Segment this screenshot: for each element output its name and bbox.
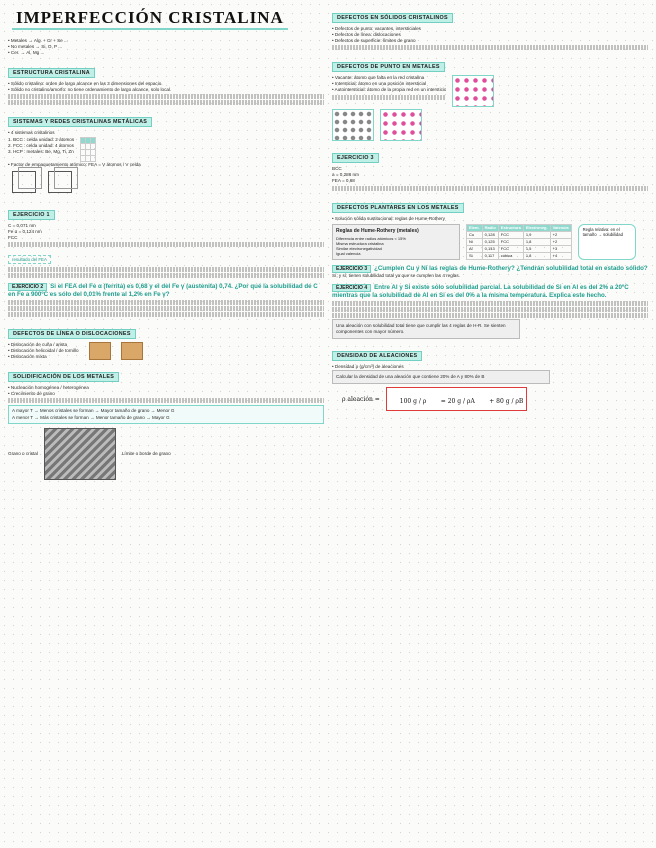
section-ejercicio1 — [8, 203, 324, 278]
density-term: 100 g / ρ — [399, 398, 427, 406]
table-cell: 0,117 — [482, 252, 498, 259]
intro-line: • No metales → Si, O, P ... — [8, 44, 63, 50]
structure-table — [80, 137, 96, 162]
exercise-tag: EJERCICIO 4 — [332, 284, 371, 292]
section-line: 3. HCP : metales: Be, Mg, Ti, Zn — [8, 148, 74, 154]
dislocation-illustration — [89, 342, 111, 360]
exercise-text: Si el FEA del Fe α (ferrita) es 0,68 y el del Fe γ (austenita) 0,74. ¿Por qué la solubilidad de C en Fe a 900ºC es sólo del 0,01% frente al 1,2% en Fe γ? — [8, 282, 318, 298]
fcc-cube-diagram — [48, 171, 72, 193]
table-cell: FCC — [498, 231, 523, 238]
exercise-tag: EJERCICIO 3 — [332, 265, 371, 273]
handwriting-strip — [8, 300, 324, 305]
handwriting-strip — [8, 306, 324, 311]
table-cell: 0,143 — [482, 245, 498, 252]
exercise-statement — [332, 284, 648, 300]
section-heading: DEFECTOS DE LÍNEA O DISLOCACIONES — [8, 329, 136, 339]
exercise-4 — [332, 284, 648, 339]
exercise-data: Fe α = 0,124 nm — [8, 228, 42, 234]
handwriting-strip — [332, 307, 648, 312]
section-line: • Factor de empaquetamiento atómico: FEA = V átomos / V celda — [8, 161, 141, 167]
table-cell: 1,8 — [523, 252, 550, 259]
exercise-data: BCC — [332, 166, 342, 172]
hume-rule: Diferencia entre radios atómicos < 15% — [336, 235, 406, 241]
section-heading: SISTEMAS Y REDES CRISTALINAS METÁLICAS — [8, 117, 152, 127]
hume-rule: Misma estructura cristalina — [336, 240, 384, 246]
section-heading: DEFECTOS PLANTARES EN LOS METALES — [332, 203, 464, 213]
grain-figure-row — [8, 428, 324, 480]
table-cell: FCC — [498, 245, 523, 252]
bcc-cube-diagram — [12, 171, 36, 193]
result-tag: resultado del FEA — [8, 255, 51, 264]
section-line: • Crecimiento de grano — [8, 391, 55, 397]
exercise-text: Entre Al y Si existe sólo solubilidad parcial. La solubilidad de Si en Al es del 2% a 20ºC mientras que la solubilidad de Al en Si es del 0% a la misma temperatura. Explica este hecho. — [332, 283, 629, 299]
solubility-note: Una aleación con solubilidad total tiene que cumplir las 4 reglas de H-R. Se sienten componentes con mayor número. — [332, 319, 520, 339]
exercise-2 — [8, 283, 324, 317]
section-plantares — [332, 196, 648, 260]
point-defect-text-group — [332, 75, 446, 107]
section-densidad — [332, 344, 648, 411]
section-heading: ESTRUCTURA CRISTALINA — [8, 68, 95, 78]
section-heading: SOLIDIFICACIÓN DE LOS METALES — [8, 372, 119, 382]
section-heading: DEFECTOS DE PUNTO EN METALES — [332, 62, 445, 72]
section-line: • 4 sistemas cristalinos — [8, 130, 55, 136]
handwriting-strip — [8, 312, 324, 317]
handwriting-strip — [8, 398, 324, 403]
table-row — [467, 231, 572, 238]
grain-size-box — [8, 405, 324, 423]
section-heading: EJERCICIO 1 — [8, 210, 55, 220]
section-line: • Intersticial: átomo en una posición intersticial — [332, 81, 427, 87]
bcc-row — [8, 137, 324, 162]
section-ejercicio3 — [332, 146, 648, 190]
section-line: • Sólido no cristalino/amorfo: no tiene ordenamiento de largo alcance, solo local. — [8, 87, 172, 93]
exercise-statement — [332, 265, 648, 273]
section-line: 1. BCC : celda unidad: 2 átomos — [8, 136, 75, 142]
section-heading: DENSIDAD DE ALEACIONES — [332, 351, 422, 361]
lattice-diagram — [332, 109, 374, 141]
section-line: • Dislocación de cuña / arista — [8, 341, 68, 347]
handwriting-strip — [332, 186, 648, 191]
handwriting-strip — [8, 100, 324, 105]
section-line: • Dislocación helicoidal / de tornillo — [8, 348, 79, 354]
table-row — [467, 238, 572, 245]
table-cell: 0,128 — [482, 231, 498, 238]
grain-rule: A mayor T → Menos cristales se forman → Mayor tamaño de grano → Menor G — [12, 408, 175, 414]
section-line: • Sólido cristalino: orden de largo alcance en las 3 dimensiones del espacio. — [8, 81, 163, 87]
intro-block — [8, 38, 324, 56]
hume-rule: Similar electronegatividad — [336, 245, 382, 251]
handwriting-strip — [332, 313, 648, 318]
table-cell: 0,125 — [482, 238, 498, 245]
hume-row — [332, 224, 648, 260]
point-defect-row — [332, 75, 648, 107]
exercise-data: FEA = 0,68 — [332, 178, 355, 184]
dislocation-text-group — [8, 342, 79, 360]
section-line: • Defectos de punto: vacantes, intersticiales — [332, 26, 421, 31]
table-cell: +3 — [550, 245, 571, 252]
section-line: • Defectos de superficie: límites de grano — [332, 38, 416, 44]
table-header-cell: Elem. — [467, 224, 483, 231]
section-punto — [332, 55, 648, 141]
hume-callout: Regla relativa: en el tamaño → solubilidad — [578, 224, 636, 260]
section-solidificacion — [8, 365, 324, 479]
handwriting-strip — [8, 273, 324, 278]
table-cell: 1,5 — [523, 245, 550, 252]
table-cell: +2 — [550, 231, 571, 238]
table-cell: +4 — [550, 252, 571, 259]
lattice-row — [332, 109, 648, 141]
dislocation-row — [8, 342, 324, 360]
page-title: IMPERFECCIÓN CRISTALINA — [12, 8, 288, 30]
exercise-answer: Sí, y sí, tienen solubilidad total ya que se cumplen las 4 reglas. — [332, 272, 460, 278]
section-line: • Autointersticial: átomo de la propia red en un intersticio — [332, 87, 447, 93]
section-line: • Dislocación mixta — [8, 354, 47, 360]
exercise-tag: EJERCICIO 2 — [8, 283, 47, 291]
table-header-cell: Estructura — [498, 224, 523, 231]
section-line: • Solución sólida sustitucional: reglas de Hume-Rothery — [332, 215, 445, 221]
exercise-data: FCC — [8, 234, 18, 240]
section-heading: EJERCICIO 3 — [332, 153, 379, 163]
section-line: • Vacante: átomo que falta en la red cristalina — [332, 75, 425, 81]
exercise-statement — [8, 283, 324, 299]
table-cell: 1,9 — [523, 231, 550, 238]
table-cell: cúbica — [498, 252, 523, 259]
table-cell: Al — [467, 245, 483, 252]
grain-micrograph-image — [44, 428, 116, 480]
density-formula-row — [332, 387, 648, 411]
hume-title: Reglas de Hume-Rothery (metales) — [336, 227, 419, 234]
exercise-text: ¿Cumplen Cu y Ni las reglas de Hume-Rothery? ¿Tendrán solubilidad total en estado sólido? — [374, 264, 648, 272]
right-column — [332, 6, 648, 844]
section-line: • Nucleación homogénea / heterogénea — [8, 385, 89, 391]
lattice-diagram — [380, 109, 422, 141]
grain-rule: A menor T → Más cristales se forman → Menor tamaño de grano → Mayor G — [12, 414, 170, 420]
left-column — [8, 6, 324, 844]
section-estructura — [8, 61, 324, 105]
section-line: • Densidad ρ (g/cm³) de aleaciones — [332, 363, 404, 369]
density-example-box: Calcular la densidad de una aleación que contiene 20% de A y 80% de B — [332, 370, 550, 384]
hume-rule: Igual valencia — [336, 250, 361, 256]
unit-cells-row — [8, 171, 324, 198]
handwriting-strip — [332, 95, 446, 100]
table-cell: 1,8 — [523, 238, 550, 245]
table-row — [467, 252, 572, 259]
density-term: + 80 g / ρB — [489, 398, 524, 406]
table-header-cell: Radio — [482, 224, 498, 231]
table-cell: +2 — [550, 238, 571, 245]
hume-rothery-box — [332, 224, 460, 260]
handwriting-strip — [332, 301, 648, 306]
exercise-data: C = 0,071 nm — [8, 222, 36, 228]
table-cell: FCC — [498, 238, 523, 245]
bcc-text-group — [8, 137, 74, 162]
table-cell: Cu — [467, 231, 483, 238]
grain-label: Grano o cristal — [8, 450, 38, 456]
section-dislocaciones — [8, 322, 324, 360]
grain-label: Límite o borde de grano — [121, 450, 171, 456]
table-header-cell: Electroneg. — [523, 224, 550, 231]
table-cell: Ni — [467, 238, 483, 245]
dislocation-illustration — [121, 342, 143, 360]
section-line: • Defectos de línea: dislocaciones — [332, 32, 401, 38]
density-label: ρ aleación = — [342, 395, 380, 403]
table-header-cell: Valencia — [550, 224, 571, 231]
table-cell — [91, 155, 96, 161]
table-row — [467, 245, 572, 252]
handwriting-strip — [8, 267, 324, 272]
handwriting-strip — [332, 45, 648, 50]
section-heading: DEFECTOS EN SÓLIDOS CRISTALINOS — [332, 13, 453, 23]
density-formula-box — [386, 387, 528, 411]
intro-line: • Cer. → Al, Mg ... — [8, 50, 45, 56]
section-defectos — [332, 6, 648, 50]
handwriting-strip — [8, 94, 324, 99]
density-term: = 20 g / ρA — [440, 398, 475, 406]
exercise-data: a = 0,286 nm — [332, 172, 359, 178]
exercise-3 — [332, 265, 648, 279]
element-table — [466, 224, 572, 260]
section-sistemas — [8, 110, 324, 197]
section-line: 2. FCC : celda unidad: 4 átomos — [8, 142, 74, 148]
intro-line: • Metales → Alg. + Cr + Se ... — [8, 38, 68, 43]
handwriting-strip — [8, 242, 324, 247]
lattice-diagram — [452, 75, 494, 107]
table-cell: Si — [467, 252, 483, 259]
